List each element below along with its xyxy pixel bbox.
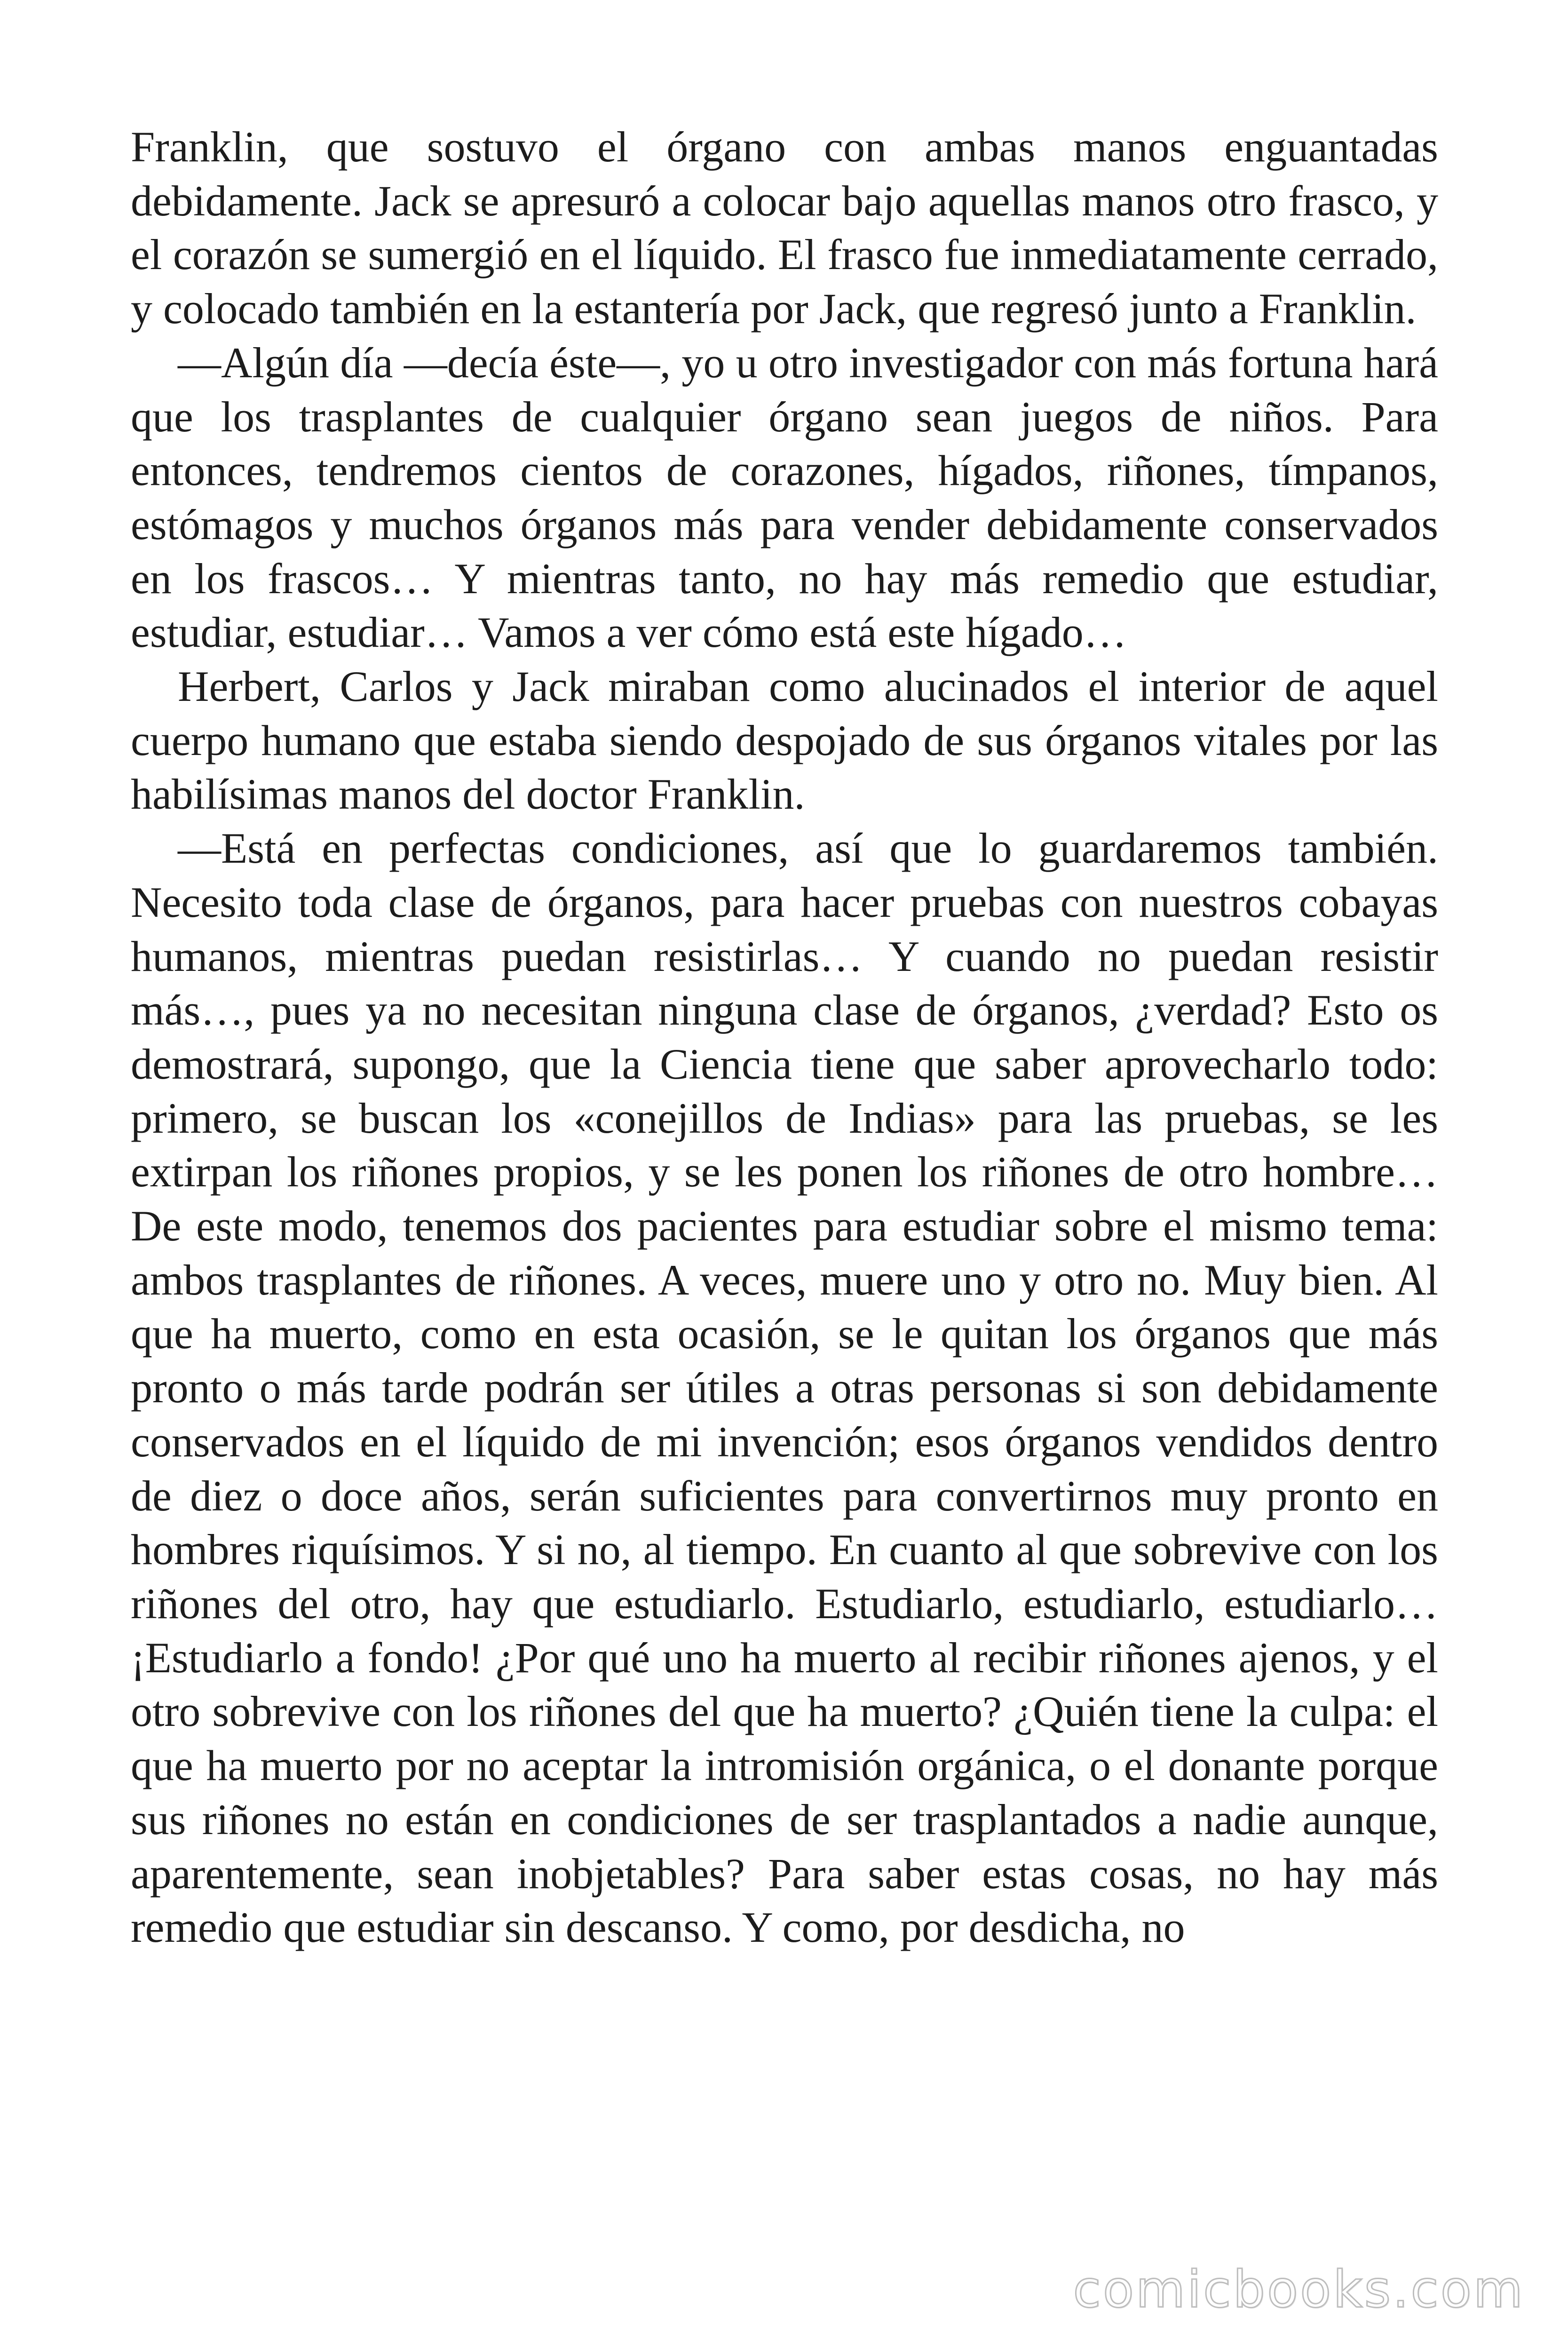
body-text	[131, 120, 1438, 1955]
paragraph-4: —Está en perfectas condiciones, así que lo guardaremos también. Necesito toda clase de órganos, para hacer pruebas con nuestros cobayas humanos, mientras puedan resistirlas… Y cuando no puedan resistir más…, pues ya no necesitan ninguna clase de órganos, ¿verdad? Esto os demostrará, supongo, que la Ciencia tiene que saber aprovecharlo todo: primero, se buscan los «conejillos de Indias» para las pruebas, se les extirpan los riñones propios, y se les ponen los riñones de otro hombre… De este modo, tenemos dos pacientes para estudiar sobre el mismo tema: ambos trasplantes de riñones. A veces, muere uno y otro no. Muy bien. Al que ha muerto, como en esta ocasión, se le quitan los órganos que más pronto o más tarde podrán ser útiles a otras personas si son debidamente conservados en el líquido de mi invención; esos órganos vendidos dentro de diez o doce años, serán suficientes para convertirnos muy pronto en hombres riquísimos. Y si no, al tiempo. En cuanto al que sobrevive con los riñones del otro, hay que estudiarlo. Estudiarlo, estudiarlo, estudiarlo… ¡Estudiarlo a fondo! ¿Por qué uno ha muerto al recibir riñones ajenos, y el otro sobrevive con los riñones del que ha muerto? ¿Quién tiene la culpa: el que ha muerto por no aceptar la intromisión orgánica, o el donante porque sus riñones no están en condiciones de ser trasplantados a nadie aunque, aparentemente, sean inobjetables? Para saber estas cosas, no hay más remedio que estudiar sin descanso. Y como, por desdicha, no	[131, 824, 1438, 1952]
paragraph-2: —Algún día —decía éste—, yo u otro investigador con más fortuna hará que los trasplantes de cualquier órgano sean juegos de niños. Para entonces, tendremos cientos de corazones, hígados, riñones, tímpanos, estómagos y muchos órganos más para vender debidamente conservados en los frascos… Y mientras tanto, no hay más remedio que estudiar, estudiar, estudiar… Vamos a ver cómo está este hígado…	[131, 338, 1438, 657]
paragraph-1: Franklin, que sostuvo el órgano con ambas manos enguantadas debidamente. Jack se apresuró a colocar bajo aquellas manos otro frasco, y el corazón se sumergió en el líquido. El frasco fue inmediatamente cerrado, y colocado también en la estantería por Jack, que regresó junto a Franklin.	[131, 123, 1438, 333]
paragraph-3: Herbert, Carlos y Jack miraban como alucinados el interior de aquel cuerpo humano que estaba siendo despojado de sus órganos vitales por las habilísimas manos del doctor Franklin.	[131, 662, 1438, 818]
watermark: comicbooks.com	[1073, 2260, 1525, 2319]
